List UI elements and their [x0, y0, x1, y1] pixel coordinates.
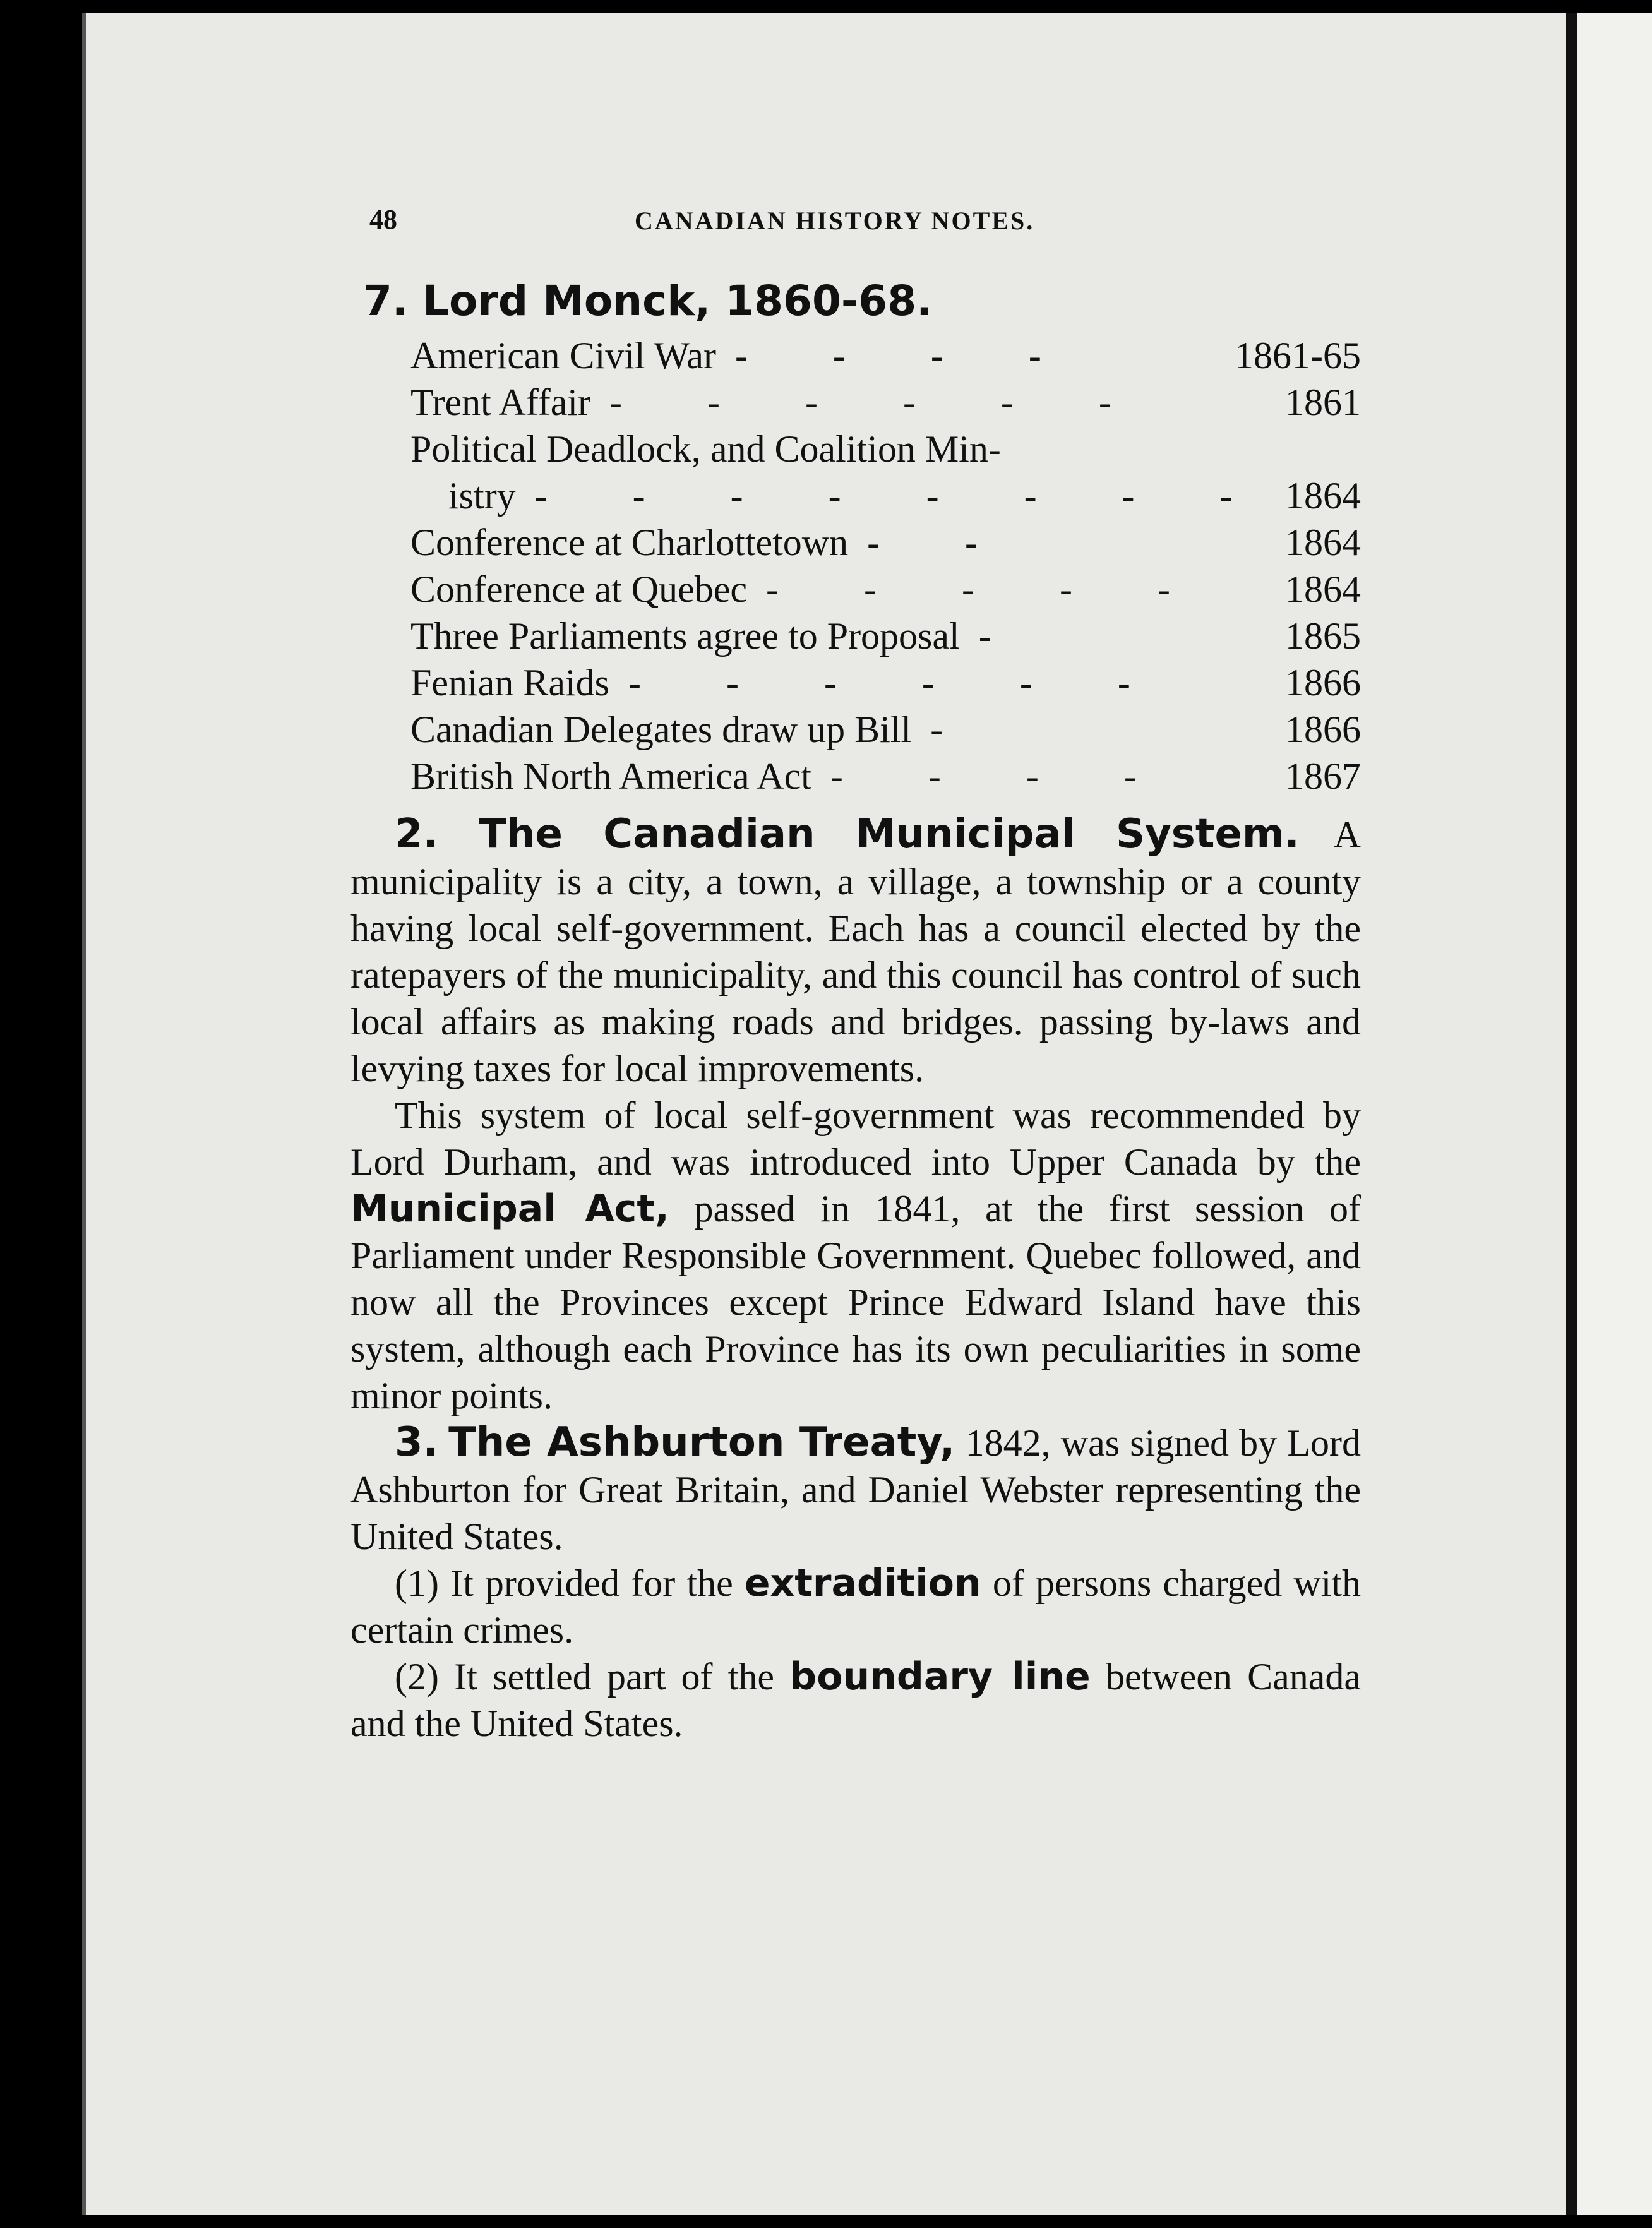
event-year: 1865: [1285, 615, 1361, 657]
paragraph-text: 1842, was signed by Lord Ashburton for Great Britain, and Daniel Webster representing the United States.: [350, 1422, 1362, 1557]
event-name: Trent Affair: [410, 381, 590, 423]
dot-leader: -: [930, 709, 981, 750]
dot-leader: - - - - -: [766, 568, 1208, 610]
section-heading-ashburton-treaty: The Ashburton Treaty,: [448, 1419, 955, 1466]
event-name: British North America Act: [410, 755, 811, 797]
event-year: 1866: [1285, 709, 1361, 750]
event-row: [410, 659, 1361, 706]
dot-leader: - - - - - - - -: [534, 475, 1271, 517]
event-name: istry: [448, 475, 516, 517]
municipal-act-term: Municipal Act,: [350, 1187, 669, 1231]
event-year: 1867: [1285, 755, 1361, 797]
event-year: 1864: [1285, 522, 1361, 563]
paragraph-text: This system of local self-government was recommended by Lord Durham, and was introduced into Upper Canada by the: [350, 1094, 1361, 1183]
dot-leader: - - - - - -: [628, 662, 1168, 704]
page-header: [369, 203, 1096, 241]
event-name: Conference at Charlottetown: [410, 522, 849, 563]
dot-leader: - -: [867, 522, 1016, 563]
municipal-act-paragraph: [350, 1092, 1361, 1419]
event-row: [410, 753, 1361, 800]
event-row: [410, 519, 1361, 566]
municipal-system-paragraph: [350, 811, 1361, 1092]
event-name: Political Deadlock, and Coalition Min-: [410, 428, 1001, 470]
event-name: Fenian Raids: [410, 662, 609, 704]
event-row: [410, 332, 1361, 379]
paragraph-text: A municipality is a city, a town, a village, a township or a county having local self-government. Each has a council elected by the ratepayers of the municipality, and this council has control of such local affairs as making roads and bridges. passing by-laws and levying taxes for local improvements.: [350, 814, 1361, 1089]
event-name: American Civil War: [410, 335, 716, 376]
event-row: [410, 379, 1361, 426]
event-name: Canadian Delegates draw up Bill: [410, 709, 912, 750]
event-row: [410, 566, 1361, 613]
dot-leader: -: [978, 615, 1029, 657]
event-row: [410, 706, 1361, 753]
paragraph-text: of persons charged with certain crimes.: [350, 1562, 1362, 1651]
dot-leader: - - - - - -: [609, 381, 1149, 423]
page-content: [350, 278, 1361, 1747]
dot-leader: - - - -: [734, 335, 1079, 376]
paragraph-text: It provided for the: [450, 1562, 733, 1604]
ashburton-treaty-paragraph: [350, 1419, 1361, 1560]
treaty-item-boundary: [350, 1653, 1361, 1747]
paragraph-text: passed in 1841, at the first session of Parliament under Responsible Government. Quebec followed, and now all the Provinces except Prince Edward Island have this system, although each Province has its own peculiarities in some minor points.: [350, 1188, 1361, 1416]
treaty-item-extradition: [350, 1560, 1361, 1653]
event-year: 1864: [1285, 568, 1361, 610]
page-number: 48: [369, 204, 397, 235]
event-name: Conference at Quebec: [410, 568, 748, 610]
event-row: [410, 472, 1361, 519]
event-year: 1861-65: [1235, 335, 1361, 376]
boundary-line-term: boundary line: [789, 1655, 1091, 1699]
paragraph-text: between Canada and the United States.: [350, 1656, 1362, 1744]
paragraph-text: It settled part of the: [454, 1656, 775, 1698]
section-number: 3.: [395, 1419, 438, 1466]
section-heading-lord-monck: 7. Lord Monck, 1860-68.: [363, 277, 933, 325]
event-name: Three Parliaments agree to Proposal: [410, 615, 960, 657]
event-year: 1864: [1285, 475, 1361, 517]
running-title: CANADIAN HISTORY NOTES.: [635, 207, 1035, 235]
facing-page-edge: [1566, 13, 1652, 2215]
event-year: 1866: [1285, 662, 1361, 704]
event-list: [410, 332, 1361, 800]
extradition-term: extradition: [744, 1561, 981, 1605]
event-year: 1861: [1285, 381, 1361, 423]
section-heading-municipal-system: 2. The Canadian Municipal System.: [395, 811, 1300, 858]
event-row: [410, 426, 1361, 472]
dot-leader: - - - -: [830, 755, 1175, 797]
event-row: [410, 613, 1361, 659]
item-label: (1): [395, 1562, 439, 1604]
item-label: (2): [395, 1656, 439, 1698]
